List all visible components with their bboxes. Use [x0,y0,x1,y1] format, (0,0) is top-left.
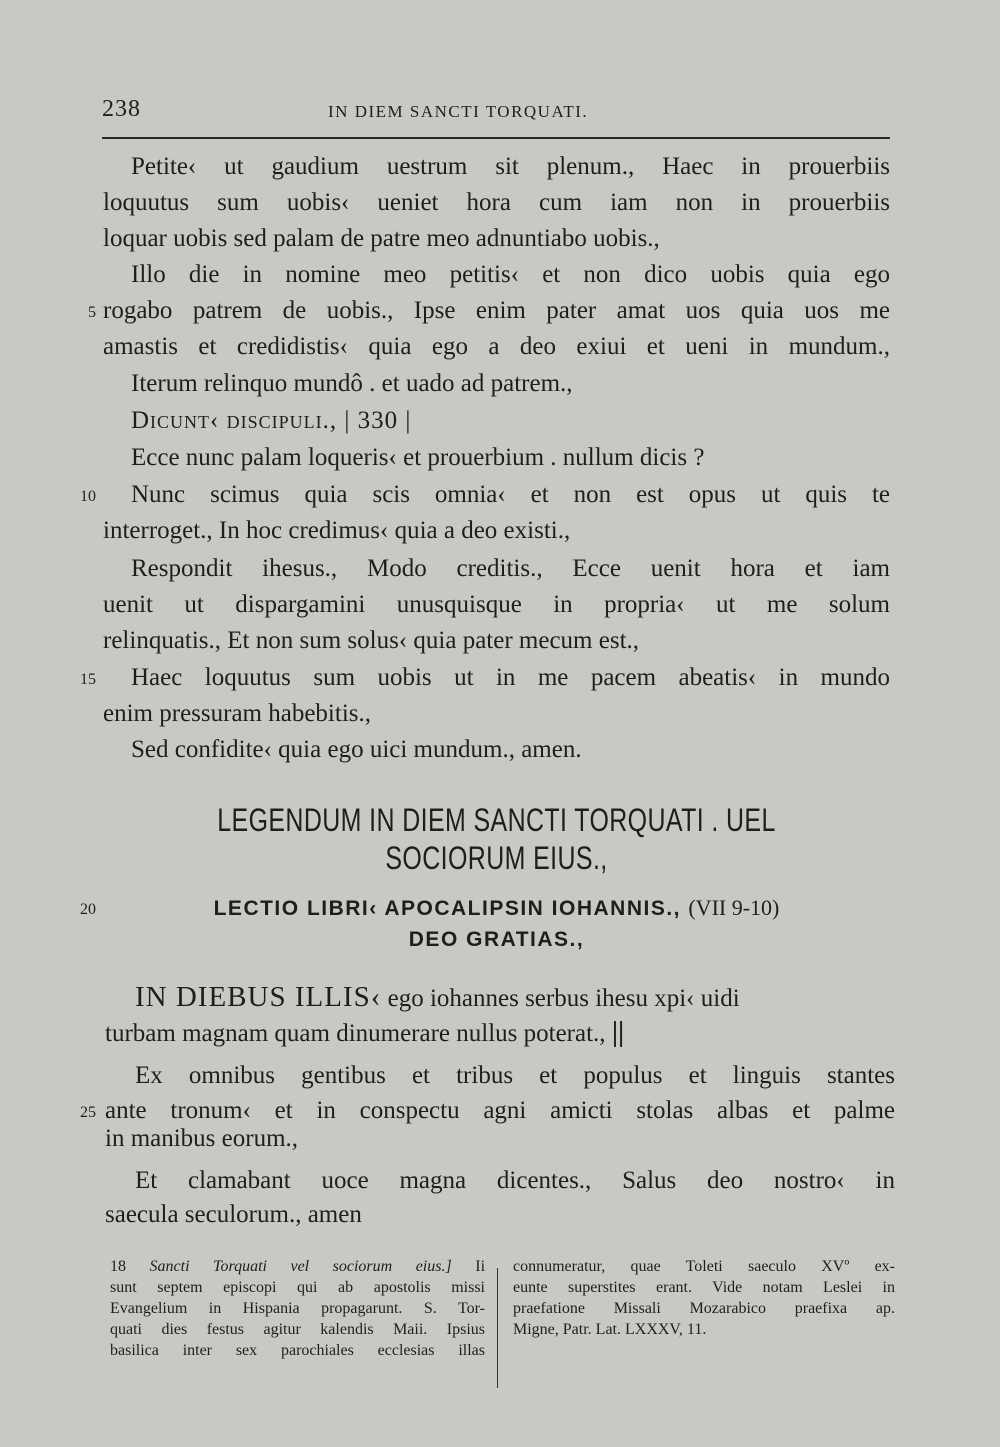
text-line: Haec loquutus sum uobis ut in me pacem abeatis‹ in mundo [131,664,890,691]
footnotes [105,1256,895,1386]
footnote-line: connumeratur, quae Toleti saeculo XVº ex- [513,1258,895,1275]
line-number: 20 [80,901,96,918]
section-title: LEGENDUM IN DIEM SANCTI TORQUATI . UEL [217,802,776,838]
text-line: Nunc scimus quia scis omnia‹ et non est opus ut quis te [131,481,890,508]
section-title: SOCIORUM EIUS., [385,840,608,876]
footnote-left [110,1256,485,1361]
line-number: 15 [80,671,96,688]
page-number: 238 [102,96,141,122]
footnote-line: sunt septem episcopi qui ab apostolis missi [110,1279,485,1296]
deo-gratias: DEO GRATIAS., [408,928,585,951]
text-line: Ecce nunc palam loqueris‹ et prouerbium . nullum dicis ? [131,444,705,471]
text-line: ante tronum‹ et in conspectu agni amicti stolas albas et palme [105,1097,895,1124]
footnote-line: Evangelium in Hispania propagarunt. S. Tor- [110,1300,485,1317]
text-line: enim pressuram habebitis., [103,700,371,727]
running-title: IN DIEM SANCTI TORQUATI. [328,102,589,121]
text-line [135,982,895,1014]
text-line: Illo die in nomine meo petitis‹ et non dico uobis quia ego [131,261,890,288]
text-run: turbam magnam quam dinumerare nullus poterat., [105,1020,606,1047]
text-line: Petite‹ ut gaudium uestrum sit plenum., Haec in prouerbiis [131,153,890,180]
text-line: interroget., In hoc credimus‹ quia a deo existi., [103,517,571,544]
header-rule [102,137,890,139]
page-header [102,96,890,130]
opening-words: IN DIEBUS ILLIS‹ [135,981,382,1013]
text-line: Dicunt‹ discipuli., | 330 | [131,407,412,434]
footnote-text: Ii [475,1258,486,1275]
line-number: 25 [80,1104,96,1121]
footnote-line [110,1256,485,1277]
column-divider [497,1268,498,1388]
footnote-line: praefatione Missali Mozarabico praefixa ap. [513,1300,895,1317]
text-line: Respondit ihesus., Modo creditis., Ecce uenit hora et iam [131,555,890,582]
line-number: 10 [80,488,96,505]
footnote-line: basilica inter sex parochiales ecclesias illas [110,1342,485,1359]
lectio-heading [103,895,890,921]
footnote-line: Migne, Patr. Lat. LXXXV, 11. [513,1321,707,1338]
text-line: loquar uobis sed palam de patre meo adnuntiabo uobis., [103,225,660,252]
footnote-right [513,1256,895,1340]
text-line: Ex omnibus gentibus et tribus et populus et linguis stantes [135,1062,895,1089]
footnote-lemma: Sancti Torquati vel sociorum eius.] [149,1258,452,1275]
text-line: Et clamabant uoce magna dicentes., Salus deo nostro‹ in [135,1167,895,1194]
text-run: ego iohannes serbus ihesu xpi‹ uidi [381,985,740,1012]
text-line: loquutus sum uobis‹ ueniet hora cum iam non in prouerbiis [103,189,890,216]
text-line: in manibus eorum., [105,1125,299,1152]
footnote-line: quati dies festus agitur kalendis Maii. Ipsius [110,1321,485,1338]
line-number: 5 [88,304,96,321]
text-line: Sed confidite‹ quia ego uici mundum., amen. [131,736,582,763]
text-line [105,1018,895,1049]
text-line: saecula seculorum., amen [105,1201,362,1228]
column-mark: || [611,1017,625,1048]
text-line: relinquatis., Et non sum solus‹ quia pater mecum est., [103,627,640,654]
text-line: rogabo patrem de uobis., Ipse enim pater amat uos quia uos me [103,297,890,324]
lectio-title: LECTIO LIBRI‹ APOCALIPSIN IOHANNIS., [213,897,682,920]
text-line: uenit ut dispargamini unusquisque in propria‹ ut me solum [103,591,890,618]
text-line: Iterum relinquo mundô . et uado ad patrem., [131,370,573,397]
text-line: amastis et credidistis‹ quia ego a deo exiui et ueni in mundum., [103,333,890,360]
footnote-line: eunte superstites erant. Vide notam Leslei in [513,1279,895,1296]
footnote-ref: 18 [110,1258,126,1275]
lectio-reference: (VII 9-10) [688,895,780,920]
